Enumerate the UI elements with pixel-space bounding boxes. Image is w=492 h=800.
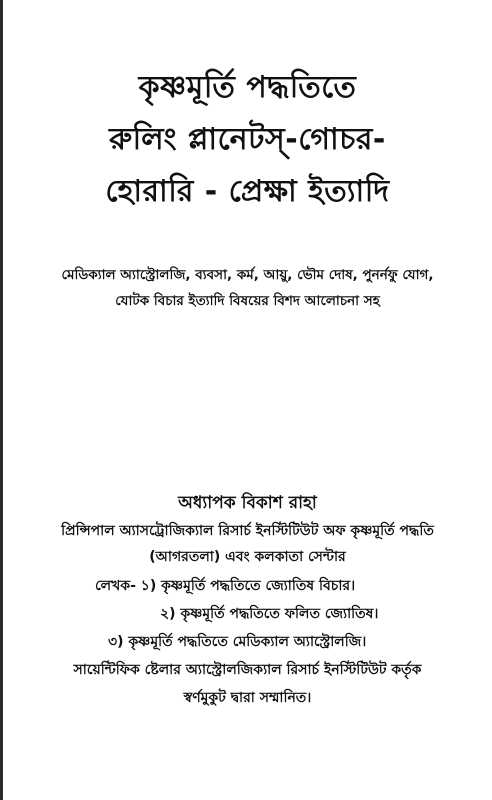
authored-books-list xyxy=(3,572,492,656)
title-line-1: কৃষ্ণমূর্তি পদ্ধতিতে xyxy=(138,70,357,105)
title-line-3: হোরারি - প্রেক্ষা ইত্যাদি xyxy=(105,174,390,209)
authored-book-item: ২) কৃষ্ণমূর্তি পদ্ধতিতে ফলিত জ্যোতিষ। xyxy=(160,606,379,622)
subtitle-line-2: যোটক বিচার ইত্যাদি বিষয়ের বিশদ আলোচনা সহ xyxy=(115,293,380,309)
author-info xyxy=(3,488,492,570)
authored-book-item: ৩) কৃষ্ণমূর্তি পদ্ধতিতে মেডিক্যাল অ্যাস্ট্রোলজি। xyxy=(108,634,367,650)
author-affiliation-line-1: প্রিন্সিপাল অ্যাসট্রোজিক্যাল রিসার্চ ইনস্টিটিউট অফ কৃষ্ণমূর্তি পদ্ধতি xyxy=(61,523,434,539)
honor-line-2: স্বর্ণমুকুট দ্বারা সম্মানিত। xyxy=(183,690,312,706)
honor-line-1: সায়েন্টিফিক ষ্টেলার অ্যাস্ট্রোলজিক্যাল রিসার্চ ইনস্টিটিউট কর্তৃক xyxy=(73,662,422,678)
book-title xyxy=(3,62,492,218)
title-line-2: রুলিং প্লানেটস্-গোচর- xyxy=(109,122,386,157)
book-subtitle xyxy=(3,262,492,314)
author-affiliation-line-2: (আগরতলা) এবং কলকাতা সেন্টার xyxy=(149,549,346,565)
subtitle-line-1: মেডিক্যাল অ্যাস্ট্রোলজি, ব্যবসা, কর্ম, আয়ু, ভৌম দোষ, পুনর্নফু যোগ, xyxy=(61,267,434,283)
honor-note xyxy=(3,656,492,712)
author-name: অধ্যাপক বিকাশ রাহা xyxy=(178,493,317,513)
authored-book-item: লেখক- ১) কৃষ্ণমূর্তি পদ্ধতিতে জ্যোতিষ বিচার। xyxy=(95,578,356,594)
